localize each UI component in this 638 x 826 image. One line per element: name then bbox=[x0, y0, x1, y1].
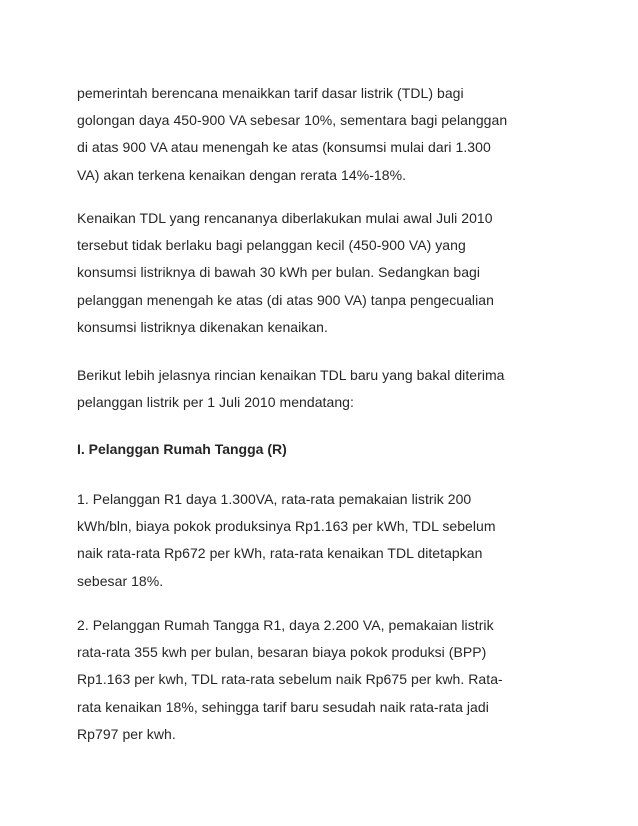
text-line: Rp1.163 per kwh, TDL rata-rata sebelum naik Rp675 per kwh. Rata- bbox=[77, 671, 503, 688]
text-line: rata kenaikan 18%, sehingga tarif baru sesudah naik rata-rata jadi bbox=[77, 698, 489, 715]
text-line: golongan daya 450-900 VA sebesar 10%, sementara bagi pelanggan bbox=[77, 112, 508, 129]
text-line: Berikut lebih jelasnya rincian kenaikan TDL baru yang bakal diterima bbox=[77, 367, 505, 383]
text-line: naik rata-rata Rp672 per kWh, rata-rata kenaikan TDL ditetapkan bbox=[77, 545, 483, 562]
text-line: konsumsi listriknya di bawah 30 kWh per bulan. Sedangkan bagi bbox=[77, 264, 481, 281]
text-line: Kenaikan TDL yang rencananya diberlakukan mulai awal Juli 2010 bbox=[77, 210, 493, 226]
text-line: tersebut tidak berlaku bagi pelanggan kecil (450-900 VA) yang bbox=[77, 237, 466, 254]
paragraph-details-intro bbox=[77, 362, 505, 416]
text-line: 2. Pelanggan Rumah Tangga R1, daya 2.200 VA, pemakaian listrik bbox=[77, 617, 494, 633]
text-line: Rp797 per kwh. bbox=[77, 725, 176, 742]
text-line: pemerintah berencana menaikkan tarif dasar listrik (TDL) bagi bbox=[77, 85, 464, 101]
list-item-r1-2200va bbox=[77, 612, 503, 748]
text-line: sebesar 18%. bbox=[77, 572, 164, 589]
section-heading: I. Pelanggan Rumah Tangga (R) bbox=[77, 441, 287, 457]
list-item-r1-1300va bbox=[77, 486, 496, 595]
paragraph-tdl-intro bbox=[77, 80, 507, 189]
text-line: di atas 900 VA atau menengah ke atas (konsumsi mulai dari 1.300 bbox=[77, 139, 491, 156]
text-line: kWh/bln, biaya pokok produksinya Rp1.163 per kWh, TDL sebelum bbox=[77, 518, 496, 535]
text-line: pelanggan menengah ke atas (di atas 900 VA) tanpa pengecualian bbox=[77, 291, 494, 308]
text-line: konsumsi listriknya dikenakan kenaikan. bbox=[77, 318, 328, 335]
paragraph-tdl-exemption bbox=[77, 205, 494, 341]
text-line: 1. Pelanggan R1 daya 1.300VA, rata-rata pemakaian listrik 200 bbox=[77, 491, 472, 507]
text-line: VA) akan terkena kenaikan dengan rerata 14%-18%. bbox=[77, 166, 407, 183]
text-line: pelanggan listrik per 1 Juli 2010 mendatang: bbox=[77, 394, 354, 411]
text-line: rata-rata 355 kwh per bulan, besaran biaya pokok produksi (BPP) bbox=[77, 644, 487, 661]
